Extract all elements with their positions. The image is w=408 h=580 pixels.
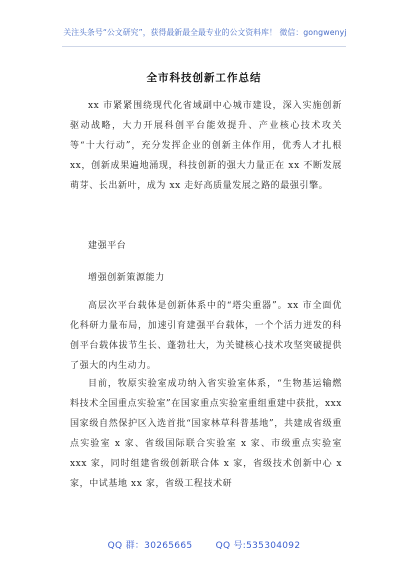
intro-paragraph: xx 市紧紧围绕现代化省域副中心城市建设，深入实施创新驱动战略，大力开展科创平台能效提升、产业核心技术攻关等“十大行动”，充分发挥企业的创新主体作用，优秀人才扎根 xx，创新成果遍地涌现，科技创新的强大力量正在 xx 不断发展萌芽、长出新叶，成为 xx 走好高质量发展之路的最强引擎。	[70, 101, 342, 191]
section-subheading: 增强创新策源能力	[88, 273, 165, 283]
document-title: 全市科技创新工作总结	[146, 72, 262, 84]
header-divider	[62, 46, 346, 47]
footer-qq-number: QQ 号:535304092	[215, 541, 301, 551]
header-banner: 关注头条号“公文研究”，获得最新最全最专业的公文资料库！ 微信：gongwenyj	[63, 28, 347, 37]
body-paragraph-1: 高层次平台载体是创新体系中的“塔尖重器”。xx 市全面优化科研力量布局，加速引育建强平台载体，一个个活力迸发的科创平台载体拔节生长、蓬勃壮大，为关键核心技术攻坚突破提供了强大的内生动力。	[70, 301, 342, 371]
footer-contacts	[0, 538, 408, 551]
body-paragraph-2: 目前，牧原实验室成功纳入省实验室体系，“生物基运输燃料技术全国重点实验室”在国家重点实验室重组重建中获批，xxx 国家级自然保护区入选首批“国家林草科普基地”，共建成省级重点实验室 x 家、省级国际联合实验室 x 家、市级重点实验室 xxx 家，同时组建省级创新联合体 x 家，省级技术创新中心 x 家，中试基地 xx 家，省级工程技术研	[70, 379, 342, 489]
section-heading: 建强平台	[88, 241, 127, 251]
footer-qq-group: QQ 群：30265665	[107, 541, 193, 551]
